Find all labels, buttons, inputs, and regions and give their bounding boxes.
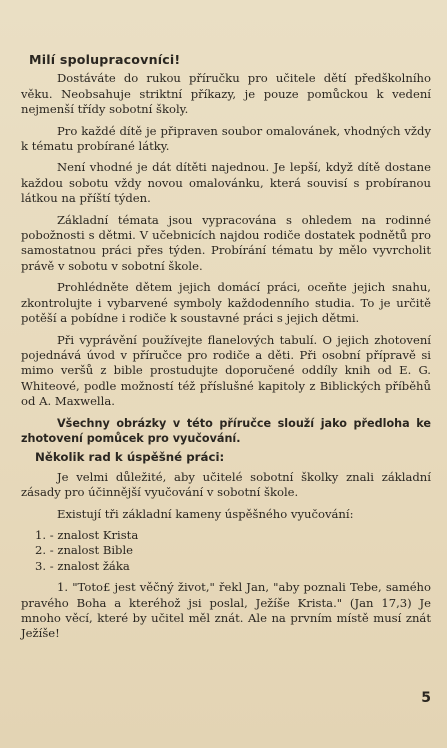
paragraph: Je velmi důležité, aby učitelé sobotní školky znali základní zásady pro účinnější vyučování v sobotní škole.: [21, 469, 431, 500]
page-number: 5: [421, 690, 431, 706]
cornerstones-list: [35, 528, 431, 574]
paragraph: Dostáváte do rukou příručku pro učitele dětí předškolního věku. Neobsahuje striktní příkazy, je pouze pomůckou k vedení nejmenší třídy sobotní školy.: [21, 71, 431, 117]
bold-paragraph: Všechny obrázky v této příručce slouží jako předloha ke zhotovení pomůcek pro vyučování.: [21, 416, 431, 445]
list-item: 1. - znalost Krista: [35, 527, 139, 542]
list-item: 3. - znalost žáka: [35, 558, 130, 573]
paragraph: Existují tři základní kameny úspěšného vyučování:: [57, 506, 354, 521]
paragraph: Pro každé dítě je připraven soubor omalovánek, vhodných vždy k tématu probírané látky.: [21, 123, 431, 154]
page-heading: Milí spolupracovníci!: [29, 52, 181, 67]
list-item: 2. - znalost Bible: [35, 543, 134, 558]
paragraph: Základní témata jsou vypracována s ohledem na rodinné pobožnosti s dětmi. V učebnicích najdou rodiče dostatek podnětů pro samostatnou práci přes týden. Probírání tématu by mělo vyvrcholit právě v sobotu v sobotní škole.: [21, 212, 431, 273]
paragraph: 1. "Toto£ jest věčný život," řekl Jan, "aby poznali Tebe, samého pravého Boha a kteréhož jsi poslal, Ježíše Krista." (Jan 17,3) Je mnoho věcí, které by učitel měl znát. Ale na prvním místě musí znát Ježíše!: [21, 580, 431, 641]
page-content: [21, 52, 431, 648]
paragraph: Při vyprávění používejte flanelových tabulí. O jejich zhotovení pojednává úvod v příručce pro rodiče a děti. Při osobní přípravě si mimo veršů z bible prostudujte doporučené oddíly knih od E. G. Whiteové, podle možností též příslušné kapitoly z Biblických příběhů od A. Maxwella.: [21, 332, 431, 409]
subheading: Několik rad k úspěšné práci:: [35, 450, 225, 465]
paragraph: Prohlédněte dětem jejich domácí práci, oceňte jejich snahu, zkontrolujte i vybarvené symboly každodenního studia. To je určitě potěší a pobídne i rodiče k soustavné práci s jejich dětmi.: [21, 280, 431, 326]
paragraph: Není vhodné je dát dítěti najednou. Je lepší, když dítě dostane každou sobotu vždy novou omalovánku, která souvisí s probíranou látkou na příští týden.: [21, 160, 431, 206]
